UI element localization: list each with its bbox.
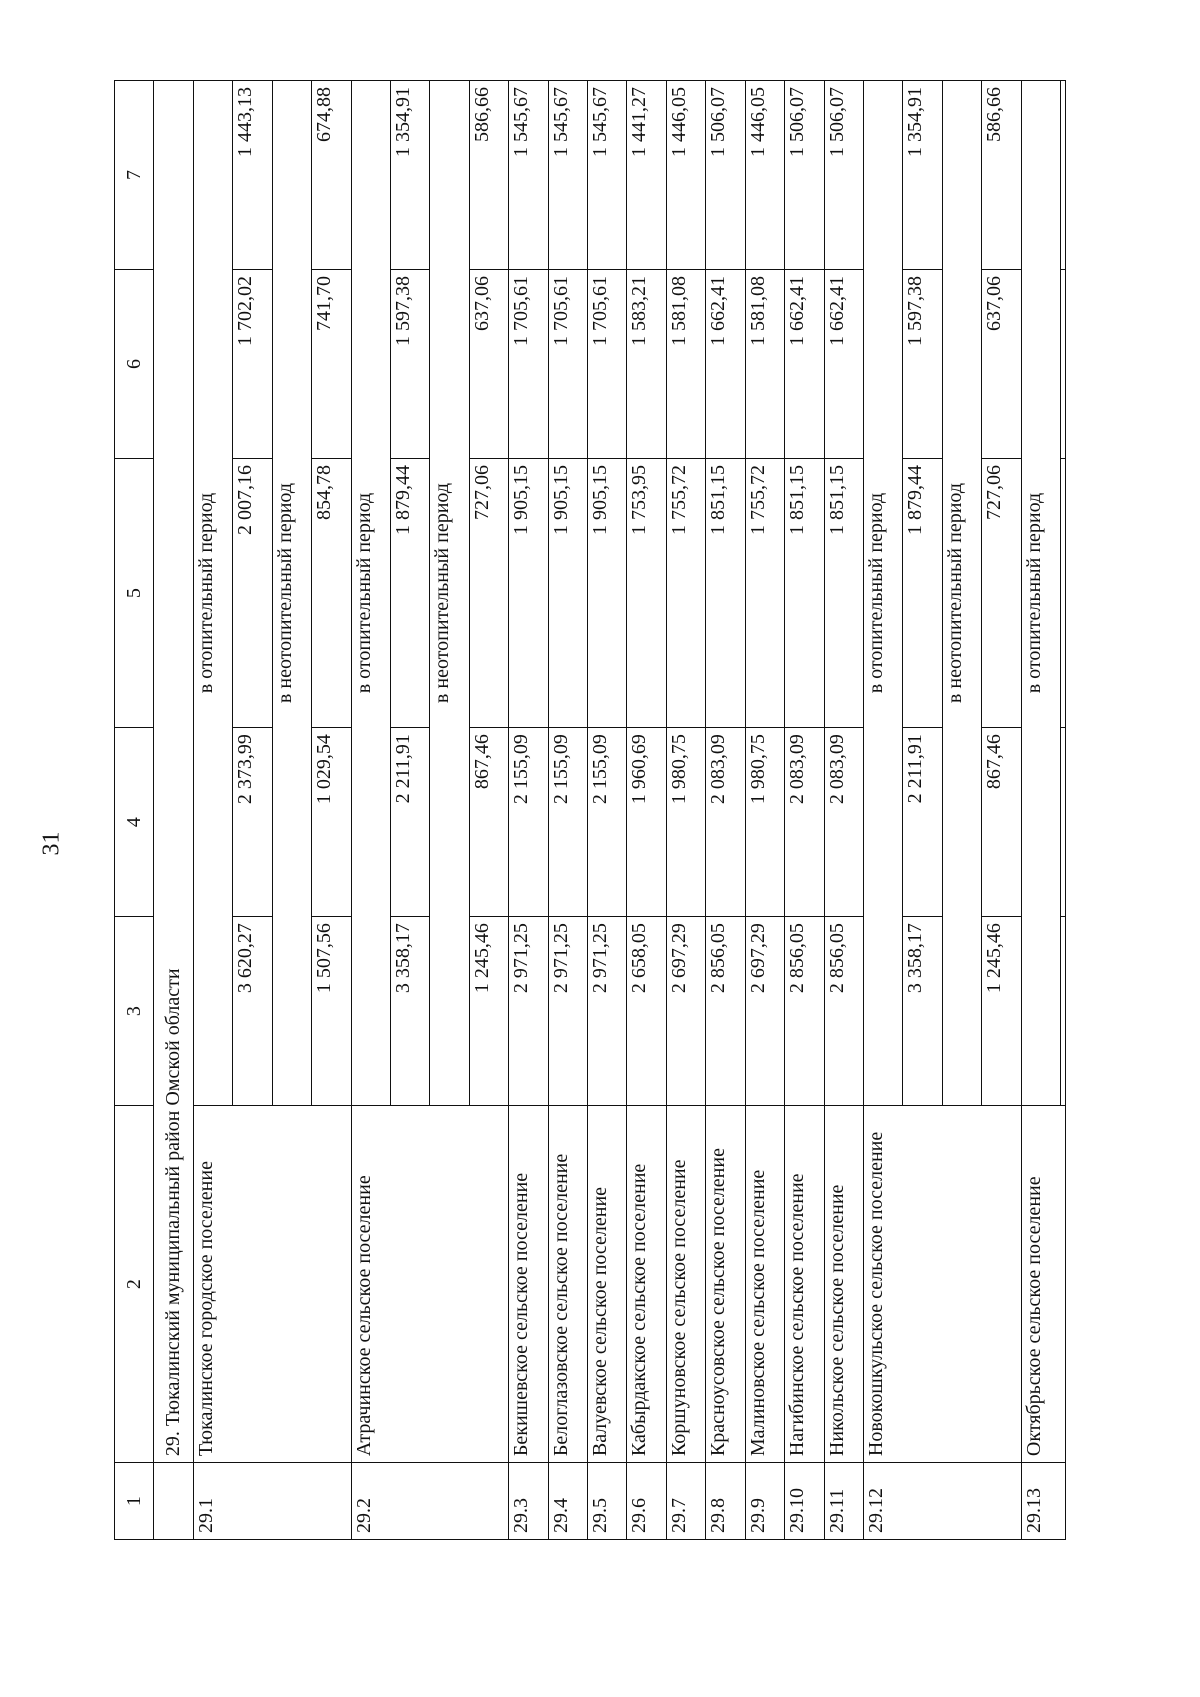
- value-c3: 2 697,29: [745, 917, 784, 1106]
- period-label: в неотопительный период: [430, 81, 469, 1106]
- table-row: [706, 81, 745, 1540]
- header-row: [115, 81, 154, 1540]
- settlement-name: Атрачинское сельское поселение: [351, 1106, 509, 1463]
- value-c6: 1 662,41: [785, 270, 824, 459]
- settlement-name: Никольское сельское поселение: [824, 1106, 863, 1463]
- value-c6: 1 583,21: [627, 270, 666, 459]
- value-c6: 741,70: [312, 270, 351, 459]
- value-c3: 2 856,05: [706, 917, 745, 1106]
- settlement-name: Октябрьское сельское поселение: [1021, 1106, 1065, 1463]
- value-c3: 2 971,25: [509, 917, 548, 1106]
- value-c3: 3 620,27: [233, 917, 272, 1106]
- value-c7: 1 506,07: [785, 81, 824, 270]
- value-c3: 2 697,29: [666, 917, 705, 1106]
- table-row: [548, 81, 587, 1540]
- value-c7: 1 545,67: [548, 81, 587, 270]
- period-row: [193, 81, 232, 1540]
- value-c6: 1 581,08: [745, 270, 784, 459]
- value-c7: 586,66: [469, 81, 508, 270]
- column-header-3: 3: [115, 917, 154, 1106]
- table-row: [666, 81, 705, 1540]
- value-c5: 1 851,15: [824, 459, 863, 728]
- value-c4: 2 155,09: [509, 728, 548, 917]
- column-header-1: 1: [115, 1463, 154, 1540]
- column-header-2: 2: [115, 1106, 154, 1463]
- value-c6: 637,06: [469, 270, 508, 459]
- value-c3: 2 856,05: [785, 917, 824, 1106]
- settlement-name: Малиновское сельское поселение: [745, 1106, 784, 1463]
- value-c4: [1061, 728, 1066, 917]
- value-c5: 854,78: [312, 459, 351, 728]
- value-c3: 1 507,56: [312, 917, 351, 1106]
- value-c3: 2 971,25: [548, 917, 587, 1106]
- row-number: 29.8: [706, 1463, 745, 1540]
- value-c4: 2 083,09: [824, 728, 863, 917]
- row-number: 29.1: [193, 1463, 351, 1540]
- period-label: в неотопительный период: [272, 81, 311, 1106]
- settlement-name: Нагибинское сельское поселение: [785, 1106, 824, 1463]
- period-row: [1021, 81, 1060, 1540]
- row-number: 29.13: [1021, 1463, 1065, 1540]
- value-c5: 1 905,15: [509, 459, 548, 728]
- value-c5: 727,06: [469, 459, 508, 728]
- section-title: 29. Тюкалинский муниципальный район Омской области: [154, 81, 193, 1463]
- tariff-table: [114, 80, 1066, 1540]
- column-header-6: 6: [115, 270, 154, 459]
- value-c4: 1 029,54: [312, 728, 351, 917]
- value-c5: 1 753,95: [627, 459, 666, 728]
- value-c5: 1 755,72: [745, 459, 784, 728]
- value-c3: 3 358,17: [903, 917, 942, 1106]
- period-label: в отопительный период: [864, 81, 903, 1106]
- value-c6: 1 662,41: [706, 270, 745, 459]
- value-c5: 727,06: [982, 459, 1021, 728]
- row-number: 29.12: [864, 1463, 1022, 1540]
- table-row: [745, 81, 784, 1540]
- value-c4: 1 960,69: [627, 728, 666, 917]
- value-c4: 1 980,75: [745, 728, 784, 917]
- settlement-name: Валуевское сельское поселение: [588, 1106, 627, 1463]
- settlement-name: Тюкалинское городское поселение: [193, 1106, 351, 1463]
- value-c3: 3 358,17: [390, 917, 429, 1106]
- row-number: 29.7: [666, 1463, 705, 1540]
- period-label: в отопительный период: [1021, 81, 1060, 1106]
- value-c4: 2 083,09: [785, 728, 824, 917]
- value-c5: 2 007,16: [233, 459, 272, 728]
- value-c5: 1 755,72: [666, 459, 705, 728]
- row-number: 29.9: [745, 1463, 784, 1540]
- rotated-table-sheet: [114, 80, 1066, 1540]
- value-c7: 1 545,67: [588, 81, 627, 270]
- row-number: 29.5: [588, 1463, 627, 1540]
- period-label: в неотопительный период: [942, 81, 981, 1106]
- table-row: [785, 81, 824, 1540]
- value-c4: 2 211,91: [390, 728, 429, 917]
- value-c5: 1 851,15: [706, 459, 745, 728]
- value-c7: 1 441,27: [627, 81, 666, 270]
- settlement-name: Белоглазовское сельское поселение: [548, 1106, 587, 1463]
- value-c3: 1 245,46: [982, 917, 1021, 1106]
- value-c7: 1 506,07: [706, 81, 745, 270]
- period-row: [351, 81, 390, 1540]
- value-c4: 2 155,09: [548, 728, 587, 917]
- value-c7: 1 446,05: [745, 81, 784, 270]
- value-c7: 1 506,07: [824, 81, 863, 270]
- value-c6: 637,06: [982, 270, 1021, 459]
- value-c6: 1 597,38: [903, 270, 942, 459]
- value-c7: [1061, 81, 1066, 270]
- row-number: 29.2: [351, 1463, 509, 1540]
- row-number: 29.10: [785, 1463, 824, 1540]
- value-c3: [1061, 917, 1066, 1106]
- column-header-7: 7: [115, 81, 154, 270]
- value-c6: [1061, 270, 1066, 459]
- column-header-4: 4: [115, 728, 154, 917]
- value-c4: 2 211,91: [903, 728, 942, 917]
- value-c6: 1 662,41: [824, 270, 863, 459]
- value-c5: 1 879,44: [903, 459, 942, 728]
- row-number: 29.3: [509, 1463, 548, 1540]
- period-label: в отопительный период: [351, 81, 390, 1106]
- value-c3: 1 245,46: [469, 917, 508, 1106]
- value-c7: 674,88: [312, 81, 351, 270]
- row-number: 29.6: [627, 1463, 666, 1540]
- settlement-name: Кабырдакское сельское поселение: [627, 1106, 666, 1463]
- table-row: [824, 81, 863, 1540]
- value-c3: 2 658,05: [627, 917, 666, 1106]
- settlement-name: Бекишевское сельское поселение: [509, 1106, 548, 1463]
- value-c7: 586,66: [982, 81, 1021, 270]
- value-c7: 1 443,13: [233, 81, 272, 270]
- settlement-name: Новокошкульское сельское поселение: [864, 1106, 1022, 1463]
- row-number: 29.11: [824, 1463, 863, 1540]
- value-c4: 867,46: [982, 728, 1021, 917]
- period-row: [864, 81, 903, 1540]
- value-c4: 1 980,75: [666, 728, 705, 917]
- value-c7: 1 354,91: [390, 81, 429, 270]
- table-row: [588, 81, 627, 1540]
- value-c4: 2 373,99: [233, 728, 272, 917]
- row-number: 29.4: [548, 1463, 587, 1540]
- settlement-name: Коршуновское сельское поселение: [666, 1106, 705, 1463]
- value-c7: 1 354,91: [903, 81, 942, 270]
- table-row: [509, 81, 548, 1540]
- settlement-name: Красноусовское сельское поселение: [706, 1106, 745, 1463]
- value-c6: 1 597,38: [390, 270, 429, 459]
- value-c4: 2 155,09: [588, 728, 627, 917]
- page-number: 31: [38, 831, 65, 856]
- table-body: [115, 81, 1066, 1540]
- value-c6: 1 705,61: [588, 270, 627, 459]
- value-c6: 1 702,02: [233, 270, 272, 459]
- table-row: [627, 81, 666, 1540]
- value-c4: 867,46: [469, 728, 508, 917]
- value-c7: 1 446,05: [666, 81, 705, 270]
- column-header-5: 5: [115, 459, 154, 728]
- value-c5: 1 905,15: [548, 459, 587, 728]
- value-c3: 2 971,25: [588, 917, 627, 1106]
- value-c6: 1 705,61: [548, 270, 587, 459]
- period-label: в отопительный период: [193, 81, 232, 1106]
- section-id-cell: [154, 1463, 193, 1540]
- value-c3: 2 856,05: [824, 917, 863, 1106]
- value-c5: 1 851,15: [785, 459, 824, 728]
- value-c6: 1 581,08: [666, 270, 705, 459]
- value-c7: 1 545,67: [509, 81, 548, 270]
- value-c4: 2 083,09: [706, 728, 745, 917]
- section-row: [154, 81, 193, 1540]
- value-c6: 1 705,61: [509, 270, 548, 459]
- value-c5: 1 905,15: [588, 459, 627, 728]
- value-c5: 1 879,44: [390, 459, 429, 728]
- value-c5: [1061, 459, 1066, 728]
